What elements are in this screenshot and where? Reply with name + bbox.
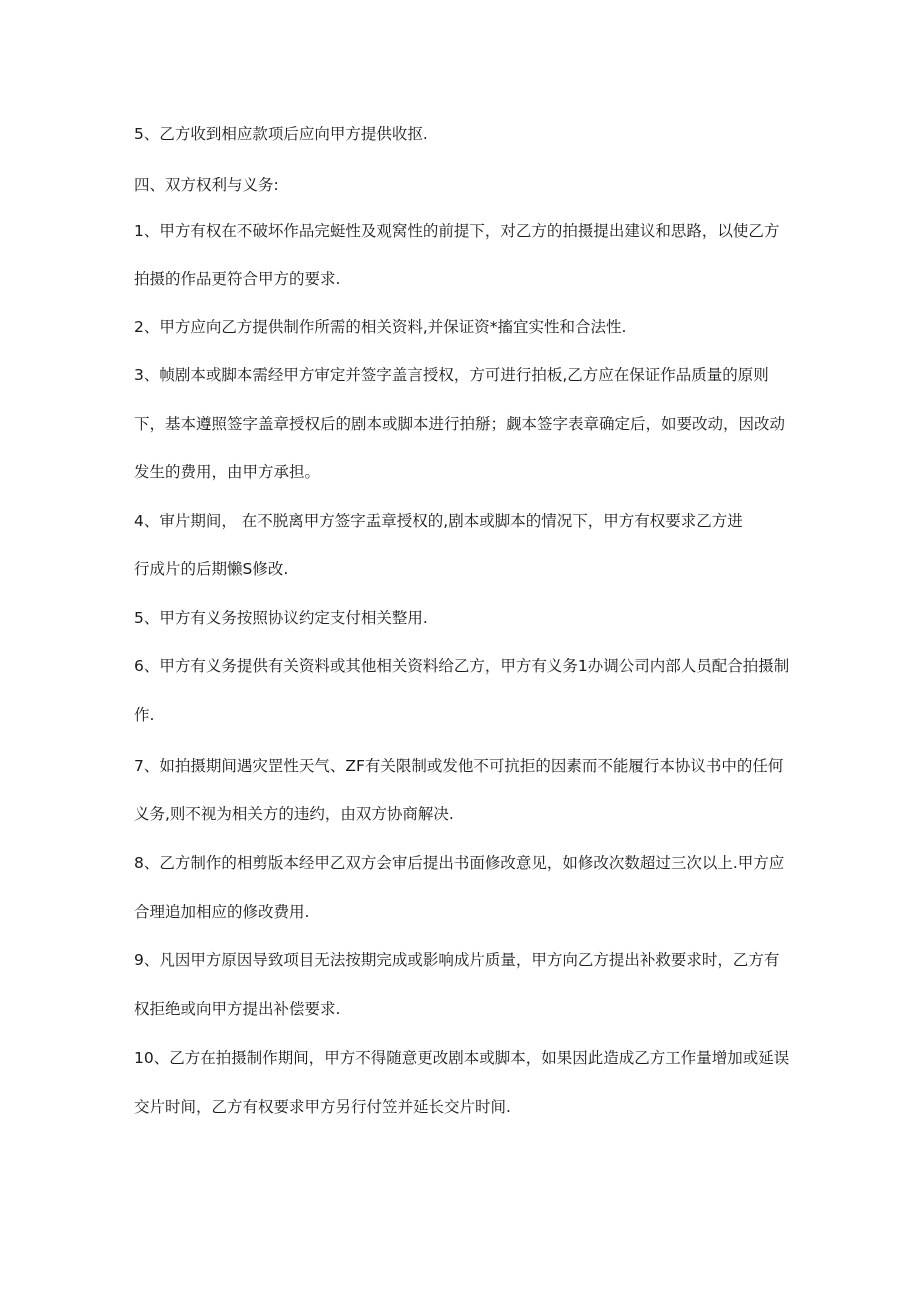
text-line: 4、审片期间， 在不脱离甲方签字盂章授权的,剧本或脚本的情况下，甲方有权要求乙方进 bbox=[134, 512, 743, 530]
text-line: 8、乙方制作的相剪版本经甲乙双方会审后提出书面修改意见，如修改次数超过三次以上.甲方应 bbox=[134, 854, 785, 872]
text-line: 10、乙方在拍摄制作期间，甲方不得随意更改剧本或脚本，如果因此造成乙方工作量增加或延误 bbox=[134, 1049, 790, 1067]
text-line: 3、帧剧本或脚本需经甲方审定并签字盖言授权，方可进行拍板,乙方应在保证作品质量的原则 bbox=[134, 366, 769, 384]
text-line: 权拒绝或向甲方提出补偿要求. bbox=[134, 1000, 341, 1018]
text-line: 下，基本遵照签字盖章授权后的剧本或脚本进行拍掰；觑本签字表章确定后，如要改动，因改动 bbox=[134, 415, 786, 433]
text-line: 合理追加相应的修改费用. bbox=[134, 903, 310, 921]
text-line: 5、乙方收到相应款项后应向甲方提供收抠. bbox=[134, 125, 428, 143]
section-heading: 四、双方权利与义务: bbox=[134, 176, 279, 194]
text-line: 作. bbox=[134, 706, 155, 724]
text-line: 1、甲方有权在不破坏作品完蜓性及观窝性的前提下，对乙方的拍摄提出建议和思路，以使乙方 bbox=[134, 222, 780, 240]
text-line: 行成片的后期懒S修改. bbox=[134, 560, 289, 578]
text-line: 7、如拍摄期间遇灾罡性天气、ZF有关限制或发他不可抗拒的因素而不能履行本协议书中的任何 bbox=[134, 757, 784, 775]
text-line: 拍摄的作品更符合甲方的要求. bbox=[134, 270, 341, 288]
text-line: 发生的费用，由甲方承担。 bbox=[134, 463, 321, 481]
text-line: 交片时间，乙方有权要求甲方另行付笠并延长交片时间. bbox=[134, 1098, 511, 1116]
text-line: 9、凡因甲方原因导致项目无法按期完成或影响成片质量，甲方向乙方提出补救要求时，乙方有 bbox=[134, 951, 780, 969]
text-line: 义务,则不视为相关方的违约，由双方协商解决. bbox=[134, 805, 454, 823]
text-line: 2、甲方应向乙方提供制作所需的相关资料,并保证资*搐宜实性和合法性. bbox=[134, 318, 627, 336]
text-line: 5、甲方有义务按照协议约定支付相关整用. bbox=[134, 609, 428, 627]
text-line: 6、甲方有义务提供有关资料或其他相关资料给乙方，甲方有义务1办调公司内部人员配合拍摄制 bbox=[134, 657, 790, 675]
